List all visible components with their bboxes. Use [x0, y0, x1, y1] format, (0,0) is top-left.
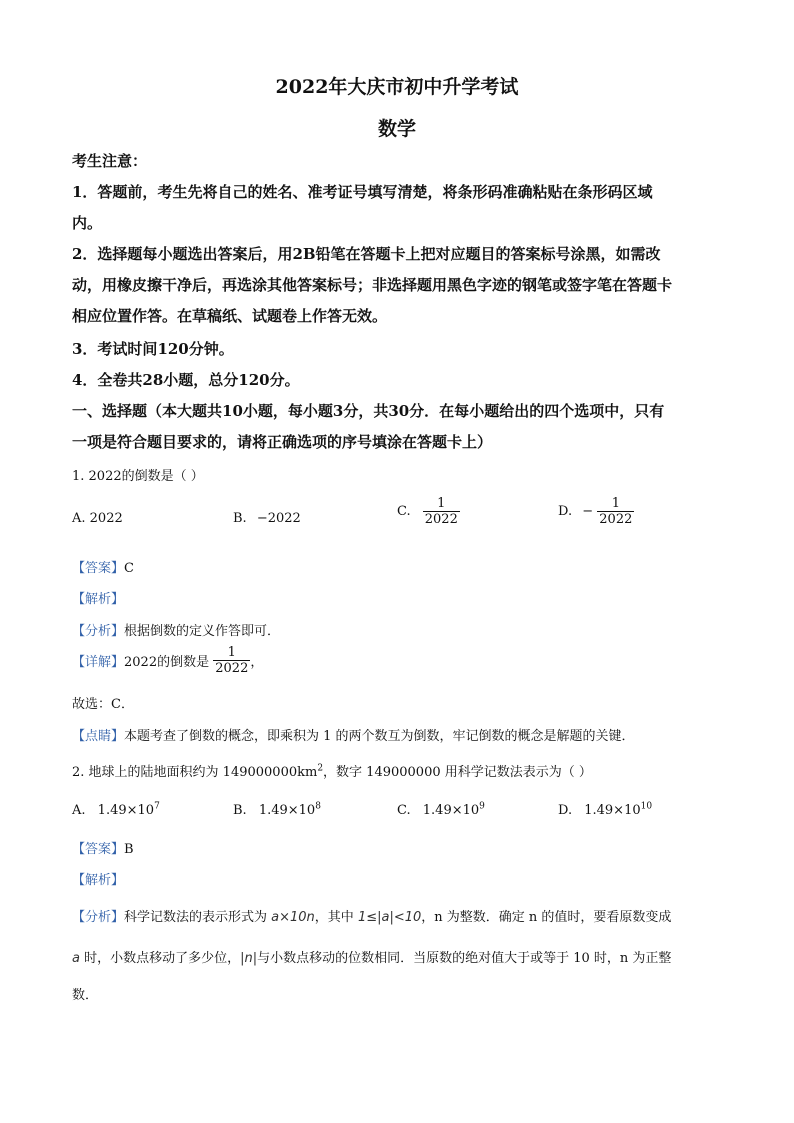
fenxi-text-b: ，其中: [314, 910, 358, 925]
q2-option-a: [72, 803, 160, 818]
q2-option-b-label: B.: [233, 803, 247, 818]
q2-option-c-exp: 9: [479, 801, 485, 812]
q2-option-b-exp: 8: [315, 801, 321, 812]
q1-option-d-sign: −: [582, 504, 594, 519]
q2-option-c-base: 1.49×10: [422, 803, 480, 818]
fenxi-text-c: ，n 为整数．确定 n 的值时，要看原数变成: [421, 910, 672, 925]
q1-option-d-fraction: [597, 496, 634, 527]
detail-numerator: 1: [227, 645, 236, 660]
q1-choice: 故选：C．: [72, 697, 134, 712]
fenxi-tag: 【分析】: [72, 910, 125, 925]
q2-option-b: [233, 803, 321, 818]
fenxi-text: 根据倒数的定义作答即可．: [124, 624, 281, 639]
q2-fenxi-line-1: [72, 906, 671, 925]
section-heading-cont: 一项是符合题目要求的，请将正确选项的序号填涂在答题卡上）: [72, 433, 493, 451]
q2-option-d-base: 1.49×10: [584, 803, 641, 818]
q2-option-d-label: D.: [558, 803, 573, 818]
q2-option-d-exp: 10: [640, 801, 653, 812]
q1-detail: [72, 645, 263, 676]
fenxi-text-e: 与小数点移动的位数相同．当原数的绝对值大于或等于 10 时，n 为正整: [257, 951, 672, 966]
answer-tag: 【答案】: [72, 842, 125, 857]
detail-end: ，: [250, 655, 264, 670]
q1-option-c-denominator: 2022: [424, 512, 458, 527]
q2-option-b-base: 1.49×10: [258, 803, 316, 818]
q2-fenxi-line-2: [72, 947, 671, 966]
q1-fenxi: [72, 620, 280, 639]
q1-option-c-fraction: [423, 496, 460, 527]
notice-item-2: 2．选择题每小题选出答案后，用2B铅笔在答题卡上把对应题目的答案标号涂黑，如需改: [72, 245, 661, 263]
notice-item-2-cont: 动，用橡皮擦干净后，再选涂其他答案标号；非选择题用黑色字迹的钢笔或签字笔在答题卡: [72, 276, 673, 294]
q2-option-a-exp: 7: [154, 801, 160, 812]
q2-answer: [72, 838, 134, 857]
q2-fenxi-line-3: 数．: [72, 988, 99, 1003]
notice-item-1: 1．答题前，考生先将自己的姓名、准考证号填写清楚，将条形码准确粘贴在条形码区域: [72, 183, 653, 201]
fenxi-tag: 【分析】: [72, 624, 125, 639]
question-2-stem: [72, 761, 592, 780]
detail-denominator: 2022: [215, 661, 249, 676]
notice-heading: 考生注意：: [72, 152, 148, 170]
fenxi-text-a: 科学记数法的表示形式为: [124, 910, 272, 925]
detail-tag: 【详解】: [72, 655, 125, 670]
q1-option-d-numerator: 1: [611, 496, 620, 511]
q1-option-d: [558, 496, 634, 527]
question-1-stem: 1. 2022的倒数是（ ）: [72, 469, 204, 484]
fenxi-text-d: 时，小数点移动了多少位，: [79, 951, 241, 966]
notice-item-1-cont: 内。: [72, 214, 103, 232]
exam-subject: 数学: [377, 118, 416, 140]
q1-option-b: [233, 511, 301, 526]
q1-option-a: A. 2022: [72, 511, 123, 526]
q2-option-d: [558, 803, 652, 818]
q1-option-c-numerator: 1: [437, 496, 446, 511]
q2-option-a-base: 1.49×10: [97, 803, 155, 818]
detail-text: 2022的倒数是: [124, 655, 210, 670]
q1-option-d-denominator: 2022: [599, 512, 633, 527]
detail-fraction: [213, 645, 250, 676]
exam-title: 2022年大庆市初中升学考试: [275, 76, 519, 98]
notice-item-3: 3．考试时间120分钟。: [72, 340, 234, 358]
q2-option-c: [397, 803, 485, 818]
q1-option-d-label: D.: [558, 504, 573, 519]
fenxi-abs-n: |n|: [240, 951, 258, 966]
notice-item-4: 4．全卷共28小题，总分120分。: [72, 371, 300, 389]
answer-value: C: [124, 561, 134, 576]
q2-analysis-tag: 【解析】: [72, 873, 125, 888]
answer-value: B: [124, 842, 134, 857]
answer-tag: 【答案】: [72, 561, 125, 576]
fenxi-formula-1: a×10n: [271, 910, 315, 925]
comment-text: 本题考查了倒数的概念，即乘积为 1 的两个数互为倒数，牢记倒数的概念是解题的关键．: [124, 729, 635, 744]
q1-option-b-label: B.: [233, 511, 247, 526]
q2-option-a-label: A.: [72, 803, 86, 818]
q1-option-b-value: −2022: [256, 511, 301, 526]
comment-tag: 【点睛】: [72, 729, 125, 744]
q2-stem-b: ，数字 149000000 用科学记数法表示为（ ）: [323, 765, 592, 780]
q1-option-c-label: C.: [397, 504, 411, 519]
q1-answer: [72, 557, 134, 576]
q1-comment: [72, 725, 635, 744]
q2-option-c-label: C.: [397, 803, 411, 818]
fenxi-formula-2: 1≤|a|<10: [357, 910, 422, 925]
q2-stem-a: 2. 地球上的陆地面积约为 149000000km: [72, 765, 318, 780]
notice-item-2-cont2: 相应位置作答。在草稿纸、试题卷上作答无效。: [72, 307, 388, 325]
q1-option-c: [397, 496, 460, 527]
section-heading: 一、选择题（本大题共10小题，每小题3分，共30分．在每小题给出的四个选项中，只有: [72, 402, 665, 420]
fenxi-var-a: a: [72, 951, 80, 966]
q1-analysis-tag: 【解析】: [72, 592, 125, 607]
q2-stem-sup: 2: [317, 763, 324, 774]
